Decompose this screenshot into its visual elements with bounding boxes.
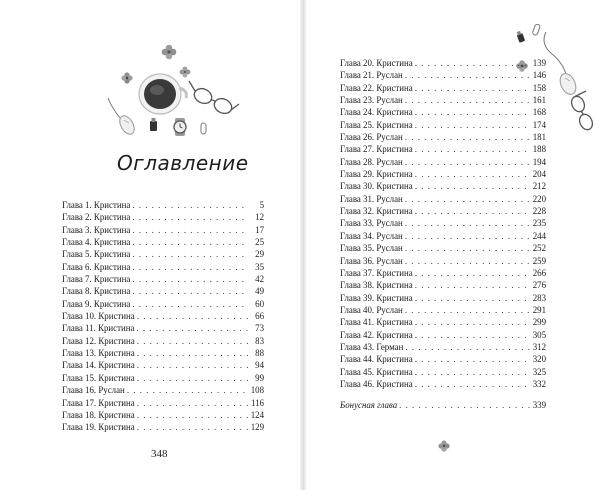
- leader-dots: [137, 409, 248, 421]
- toc-entry: [62, 335, 264, 347]
- toc-entry: [62, 199, 264, 211]
- toc-entry-label: Глава 38. Кристина: [340, 280, 413, 291]
- bonus-chapter-entry: [340, 399, 546, 411]
- toc-entry: [340, 329, 546, 341]
- toc-entry: [62, 224, 264, 236]
- leader-dots: [132, 236, 248, 248]
- leader-dots: [415, 279, 530, 291]
- toc-entry-label: Глава 18. Кристина: [62, 409, 135, 420]
- toc-entry-label: Глава 30. Кристина: [340, 181, 413, 192]
- toc-entry-page: 168: [532, 107, 546, 118]
- toc-entry-page: 228: [532, 206, 546, 217]
- toc-entry-label: Глава 33. Руслан: [340, 218, 403, 229]
- toc-entry-label: Глава 8. Кристина: [62, 286, 131, 297]
- toc-entry-label: Глава 27. Кристина: [340, 144, 413, 155]
- toc-entry-label: Глава 29. Кристина: [340, 169, 413, 180]
- toc-entry: [62, 211, 264, 223]
- toc-entry: [340, 304, 546, 316]
- toc-entry-page: 235: [532, 218, 546, 229]
- toc-entry: [340, 316, 546, 328]
- toc-entry: [340, 193, 546, 205]
- toc-entry: [340, 69, 546, 81]
- toc-entry-page: 204: [532, 169, 546, 180]
- toc-entry-page: 320: [532, 354, 546, 365]
- leader-dots: [415, 292, 530, 304]
- leader-dots: [132, 224, 248, 236]
- toc-entry-page: 35: [255, 261, 264, 272]
- toc-entry-page: 108: [250, 385, 264, 396]
- leader-dots: [132, 211, 248, 223]
- toc-entry: [340, 353, 546, 365]
- toc-entry-page: 158: [532, 82, 546, 93]
- toc-entry: [62, 384, 264, 396]
- toc-entry-page: 194: [532, 156, 546, 167]
- toc-entry-label: Глава 5. Кристина: [62, 249, 131, 260]
- toc-entry-page: 60: [255, 298, 264, 309]
- wristwatch-icon: [174, 118, 186, 136]
- leader-dots: [137, 335, 248, 347]
- leader-dots: [415, 329, 530, 341]
- toc-entry-page: 283: [532, 292, 546, 303]
- leader-dots: [137, 421, 248, 433]
- toc-entry-label: Глава 4. Кристина: [62, 237, 131, 248]
- toc-entry: [340, 131, 546, 143]
- toc-entry-label: Глава 7. Кристина: [62, 274, 131, 285]
- leader-dots: [405, 304, 530, 316]
- toc-entry-label: Глава 9. Кристина: [62, 298, 131, 309]
- leader-dots: [405, 131, 530, 143]
- toc-entry-page: 220: [532, 193, 546, 204]
- toc-entry-page: 66: [255, 311, 264, 322]
- toc-entry-page: 73: [255, 323, 264, 334]
- leader-dots: [132, 298, 248, 310]
- toc-entry: [340, 205, 546, 217]
- leader-dots: [415, 316, 530, 328]
- toc-entry-page: 174: [532, 119, 546, 130]
- leader-dots: [132, 248, 248, 260]
- toc-entry: [62, 322, 264, 334]
- leader-dots: [137, 359, 248, 371]
- toc-entry: [340, 94, 546, 106]
- toc-entry-page: 244: [532, 230, 546, 241]
- toc-entry-page: 305: [532, 329, 546, 340]
- glasses-icon: [189, 81, 239, 116]
- leader-dots: [137, 310, 248, 322]
- toc-entry-label: Глава 16. Руслан: [62, 385, 125, 396]
- leader-dots: [405, 69, 530, 81]
- toc-entry-label: Глава 17. Кристина: [62, 397, 135, 408]
- toc-entry-label: Глава 40. Руслан: [340, 304, 403, 315]
- toc-entry-page: 339: [532, 400, 546, 410]
- toc-entry-label: Глава 44. Кристина: [340, 354, 413, 365]
- toc-entry-page: 88: [255, 348, 264, 359]
- toc-entry-page: 17: [255, 224, 264, 235]
- toc-entry: [340, 242, 546, 254]
- toc-entry-label: Глава 28. Руслан: [340, 156, 403, 167]
- toc-entry-page: 83: [255, 335, 264, 346]
- coffee-cup-icon: [139, 74, 186, 114]
- toc-entry: [62, 421, 264, 433]
- leader-dots: [415, 205, 530, 217]
- toc-entry: [340, 143, 546, 155]
- toc-entry-label: Глава 43. Герман: [340, 341, 404, 352]
- toc-entry: [62, 397, 264, 409]
- toc-entry-label: Глава 14. Кристина: [62, 360, 135, 371]
- toc-entry: [340, 57, 546, 69]
- leader-dots: [415, 82, 530, 94]
- desk-illustration: [105, 40, 245, 140]
- toc-entry-page: 124: [250, 409, 264, 420]
- toc-entry-page: 129: [250, 422, 264, 433]
- toc-entry: [340, 255, 546, 267]
- paper-clip-icon: [532, 24, 540, 36]
- leader-dots: [415, 168, 530, 180]
- toc-entry: [62, 372, 264, 384]
- toc-entry: [340, 180, 546, 192]
- toc-entry: [340, 279, 546, 291]
- toc-entry-page: 188: [532, 144, 546, 155]
- toc-entry-label: Глава 34. Руслан: [340, 230, 403, 241]
- toc-entry-page: 312: [532, 341, 546, 352]
- toc-entry-label: Глава 45. Кристина: [340, 366, 413, 377]
- flower-icon: [121, 72, 132, 83]
- toc-entry: [62, 248, 264, 260]
- flower-icon: [180, 67, 191, 78]
- usb-drive-icon: [517, 31, 525, 43]
- toc-entry: [340, 378, 546, 390]
- page-number: 348: [151, 448, 168, 460]
- toc-entry-page: 29: [255, 249, 264, 260]
- toc-entry-page: 276: [532, 280, 546, 291]
- computer-mouse-icon: [108, 98, 137, 137]
- leader-dots: [132, 273, 248, 285]
- toc-entry-page: 25: [255, 237, 264, 248]
- leader-dots: [132, 261, 248, 273]
- toc-entry-label: Глава 25. Кристина: [340, 119, 413, 130]
- toc-entry-label: Глава 39. Кристина: [340, 292, 413, 303]
- right-page: [306, 0, 608, 490]
- toc-entry: [62, 310, 264, 322]
- toc-entry: [62, 359, 264, 371]
- toc-entry-label: Глава 32. Кристина: [340, 206, 413, 217]
- toc-entry-label: Глава 37. Кристина: [340, 267, 413, 278]
- flower-icon: [162, 45, 177, 60]
- leader-dots: [405, 230, 530, 242]
- toc-entry: [340, 82, 546, 94]
- leader-dots: [415, 119, 530, 131]
- toc-entry-page: 332: [532, 378, 546, 389]
- toc-entry-label: Бонусная глава: [340, 400, 398, 410]
- leader-dots: [136, 322, 248, 334]
- toc-entry-page: 12: [255, 212, 264, 223]
- table-of-contents-right: [340, 57, 546, 390]
- leader-dots: [137, 372, 248, 384]
- toc-entry-label: Глава 6. Кристина: [62, 261, 131, 272]
- toc-entry: [62, 298, 264, 310]
- toc-entry: [62, 236, 264, 248]
- toc-entry-page: 266: [532, 267, 546, 278]
- leader-dots: [127, 384, 248, 396]
- toc-entry: [62, 347, 264, 359]
- toc-entry-label: Глава 1. Кристина: [62, 200, 131, 210]
- toc-entry-page: 146: [532, 70, 546, 81]
- toc-entry-label: Глава 3. Кристина: [62, 224, 131, 235]
- toc-entry-label: Глава 13. Кристина: [62, 348, 135, 359]
- toc-entry-page: 181: [532, 132, 546, 143]
- toc-entry-label: Глава 23. Руслан: [340, 95, 403, 106]
- glasses-icon: [569, 91, 595, 132]
- toc-entry-label: Глава 2. Кристина: [62, 212, 131, 223]
- toc-entry: [340, 168, 546, 180]
- leader-dots: [405, 217, 530, 229]
- leader-dots: [415, 267, 530, 279]
- leader-dots: [137, 397, 248, 409]
- toc-entry-label: Глава 20. Кристина: [340, 58, 413, 68]
- table-of-contents-left: [62, 199, 264, 434]
- toc-entry-label: Глава 10. Кристина: [62, 311, 135, 322]
- toc-entry: [340, 366, 546, 378]
- toc-entry: [340, 217, 546, 229]
- toc-entry-page: 161: [532, 95, 546, 106]
- toc-entry-page: 99: [255, 372, 264, 383]
- leader-dots: [405, 156, 530, 168]
- leader-dots: [415, 180, 530, 192]
- toc-entry: [340, 267, 546, 279]
- toc-entry: [340, 156, 546, 168]
- toc-entry-page: 94: [255, 360, 264, 371]
- toc-entry-page: 252: [532, 243, 546, 254]
- leader-dots: [405, 94, 530, 106]
- leader-dots: [405, 255, 530, 267]
- leader-dots: [415, 143, 530, 155]
- toc-entry-label: Глава 12. Кристина: [62, 335, 135, 346]
- toc-entry-page: 139: [532, 58, 546, 68]
- toc-entry-label: Глава 21. Руслан: [340, 70, 403, 81]
- leader-dots: [405, 242, 530, 254]
- toc-entry: [340, 341, 546, 353]
- toc-entry-label: Глава 11. Кристина: [62, 323, 135, 334]
- paper-clip-icon: [201, 123, 206, 134]
- leader-dots: [399, 399, 530, 411]
- toc-entry-label: Глава 24. Кристина: [340, 107, 413, 118]
- computer-mouse-icon: [544, 32, 579, 97]
- page-title: Оглавление: [117, 151, 249, 175]
- toc-entry: [62, 285, 264, 297]
- toc-entry: [62, 409, 264, 421]
- leader-dots: [415, 353, 530, 365]
- toc-entry-label: Глава 36. Руслан: [340, 255, 403, 266]
- toc-entry: [340, 119, 546, 131]
- toc-entry-page: 291: [532, 304, 546, 315]
- left-page: [0, 0, 302, 490]
- toc-entry-label: Глава 22. Кристина: [340, 82, 413, 93]
- toc-entry-page: 42: [255, 274, 264, 285]
- toc-entry: [340, 106, 546, 118]
- leader-dots: [405, 193, 530, 205]
- toc-entry-label: Глава 31. Руслан: [340, 193, 403, 204]
- toc-entry-page: 116: [251, 397, 264, 408]
- toc-entry: [62, 273, 264, 285]
- toc-entry: [340, 292, 546, 304]
- toc-entry-page: 259: [532, 255, 546, 266]
- usb-drive-icon: [150, 118, 157, 131]
- toc-entry-label: Глава 41. Кристина: [340, 317, 413, 328]
- toc-entry-label: Глава 19. Кристина: [62, 422, 135, 433]
- leader-dots: [137, 347, 248, 359]
- toc-entry: [62, 261, 264, 273]
- flower-icon: [436, 438, 452, 454]
- toc-entry-page: 299: [532, 317, 546, 328]
- leader-dots: [405, 341, 530, 353]
- toc-entry-page: 5: [259, 200, 264, 210]
- toc-entry-label: Глава 46. Кристина: [340, 378, 413, 389]
- leader-dots: [415, 378, 530, 390]
- toc-entry-label: Глава 35. Руслан: [340, 243, 403, 254]
- toc-entry: [340, 230, 546, 242]
- toc-entry-label: Глава 26. Руслан: [340, 132, 403, 143]
- leader-dots: [415, 57, 530, 69]
- toc-entry-label: Глава 42. Кристина: [340, 329, 413, 340]
- toc-entry-page: 212: [532, 181, 546, 192]
- leader-dots: [132, 199, 248, 211]
- leader-dots: [415, 106, 530, 118]
- toc-entry-page: 325: [532, 366, 546, 377]
- leader-dots: [132, 285, 248, 297]
- leader-dots: [415, 366, 530, 378]
- toc-entry-label: Глава 15. Кристина: [62, 372, 135, 383]
- toc-entry-page: 49: [255, 286, 264, 297]
